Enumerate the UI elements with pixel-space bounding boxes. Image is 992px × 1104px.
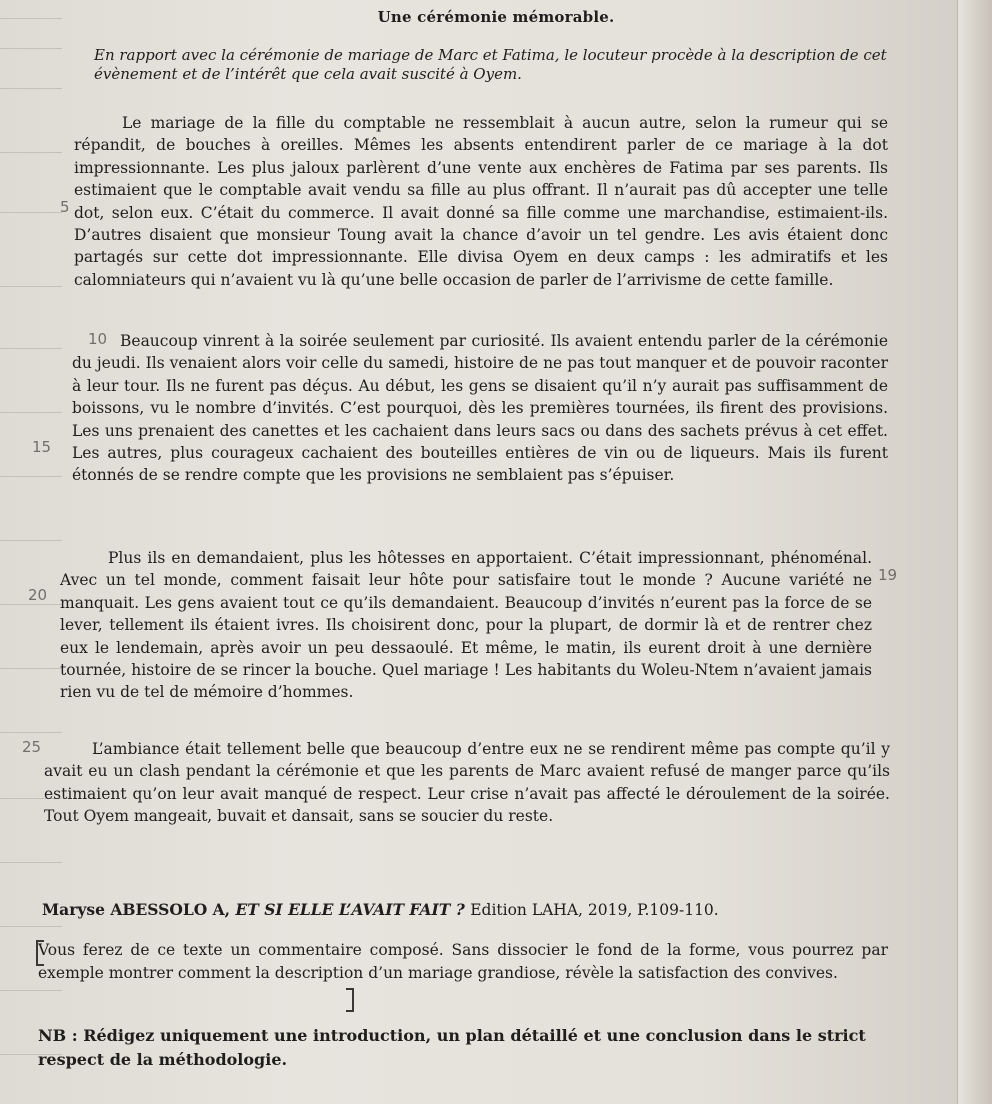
paragraph-3: Plus ils en demandaient, plus les hôtesses en apportaient. C’était impressionnant, phénoménal. Avec un tel monde, comment faisait leur hôte pour satisfaire tout le monde ? Aucune variété ne manquait. Les gens avaient tout ce qu’ils demandaient. Beaucoup d’invités n’eurent pas la force de se lever, tellement ils étaient ivres. Ils choisirent donc, pour la plupart, de dormir là et de rentrer chez eux le lendemain, après avoir un peu dessaoulé. Et même, le matin, ils eurent droit à une dernière tournée, histoire de se rincer la bouche. Quel mariage ! Les habitants du Woleu-Ntem n’avaient jamais rien vu de tel de mémoire d’hommes. [60, 549, 872, 702]
document-title: Une cérémonie mémorable. [377, 8, 615, 26]
margin-number-20: 20 [28, 586, 48, 604]
page-right-edge [957, 0, 992, 1104]
methodology-note: NB : Rédigez uniquement une introduction, un plan détaillé et une conclusion dans le strict respect de la méthodologie. [38, 1026, 866, 1069]
margin-number-15: 15 [32, 438, 52, 456]
margin-number-5: 5 [60, 198, 70, 216]
handwritten-bracket-right [346, 988, 354, 1012]
source-citation [42, 900, 922, 919]
assignment-instructions: Vous ferez de ce texte un commentaire composé. Sans dissocier le fond de la forme, vous pourrez par exemple montrer comment la description d’un mariage grandiose, révèle la satisfaction des convives. [38, 941, 888, 982]
source-details: Edition LAHA, 2019, P.109-110. [470, 901, 719, 919]
margin-number-25: 25 [22, 738, 42, 756]
source-book-title: ET SI ELLE L’AVAIT FAIT ? [235, 900, 465, 919]
margin-number-10: 10 [88, 330, 108, 348]
source-author: Maryse ABESSOLO A, [42, 900, 231, 919]
paragraph-4: L’ambiance était tellement belle que beaucoup d’entre eux ne se rendirent même pas compte qu’il y avait eu un clash pendant la cérémonie et que les parents de Marc avaient refusé de manger parce qu’ils estimaient qu’on leur avait manqué de respect. Leur crise n’avait pas affecté le déroulement de la soirée. Tout Oyem mangeait, buvait et dansait, sans se soucier du reste. [44, 740, 890, 826]
paragraph-2: Beaucoup vinrent à la soirée seulement par curiosité. Ils avaient entendu parler de la cérémonie du jeudi. Ils venaient alors voir celle du samedi, histoire de ne pas tout manquer et de pouvoir raconter à leur tour. Ils ne furent pas déçus. Au début, les gens se disaient qu’il n’y aurait pas suffisamment de boissons, vu le nombre d’invités. C’est pourquoi, dès les premières tournées, ils firent des provisions. Les uns prenaient des canettes et les cachaient dans leurs sacs ou dans des sachets prévus à cet effet. Les autres, plus courageux cachaient des bouteilles entières de vin ou de liqueurs. Mais ils furent étonnés de se rendre compte que les provisions ne semblaient pas s’épuiser. [72, 332, 888, 485]
intro-text: En rapport avec la cérémonie de mariage de Marc et Fatima, le locuteur procède à la description de cet évènement et de l’intérêt que cela avait suscité à Oyem. [94, 46, 887, 83]
margin-number-19: 19 [878, 566, 898, 584]
paragraph-1: Le mariage de la fille du comptable ne ressemblait à aucun autre, selon la rumeur qui se répandit, de bouches à oreilles. Mêmes les absents entendirent parler de ce mariage à la dot impressionnante. Les plus jaloux parlèrent d’une vente aux enchères de Fatima par ses parents. Ils estimaient que le comptable avait vendu sa fille au plus offrant. Il n’aurait pas dû accepter une telle dot, selon eux. C’était du commerce. Il avait donné sa fille comme une marchandise, estimaient-ils. D’autres disaient que monsieur Toung avait la chance d’avoir un tel gendre. Les avis étaient donc partagés sur cette dot impressionnante. Elle divisa Oyem en deux camps : les admiratifs et les calomniateurs qui n’avaient vu là qu’une belle occasion de parler de l’arrivisme de cette famille. [74, 114, 888, 289]
